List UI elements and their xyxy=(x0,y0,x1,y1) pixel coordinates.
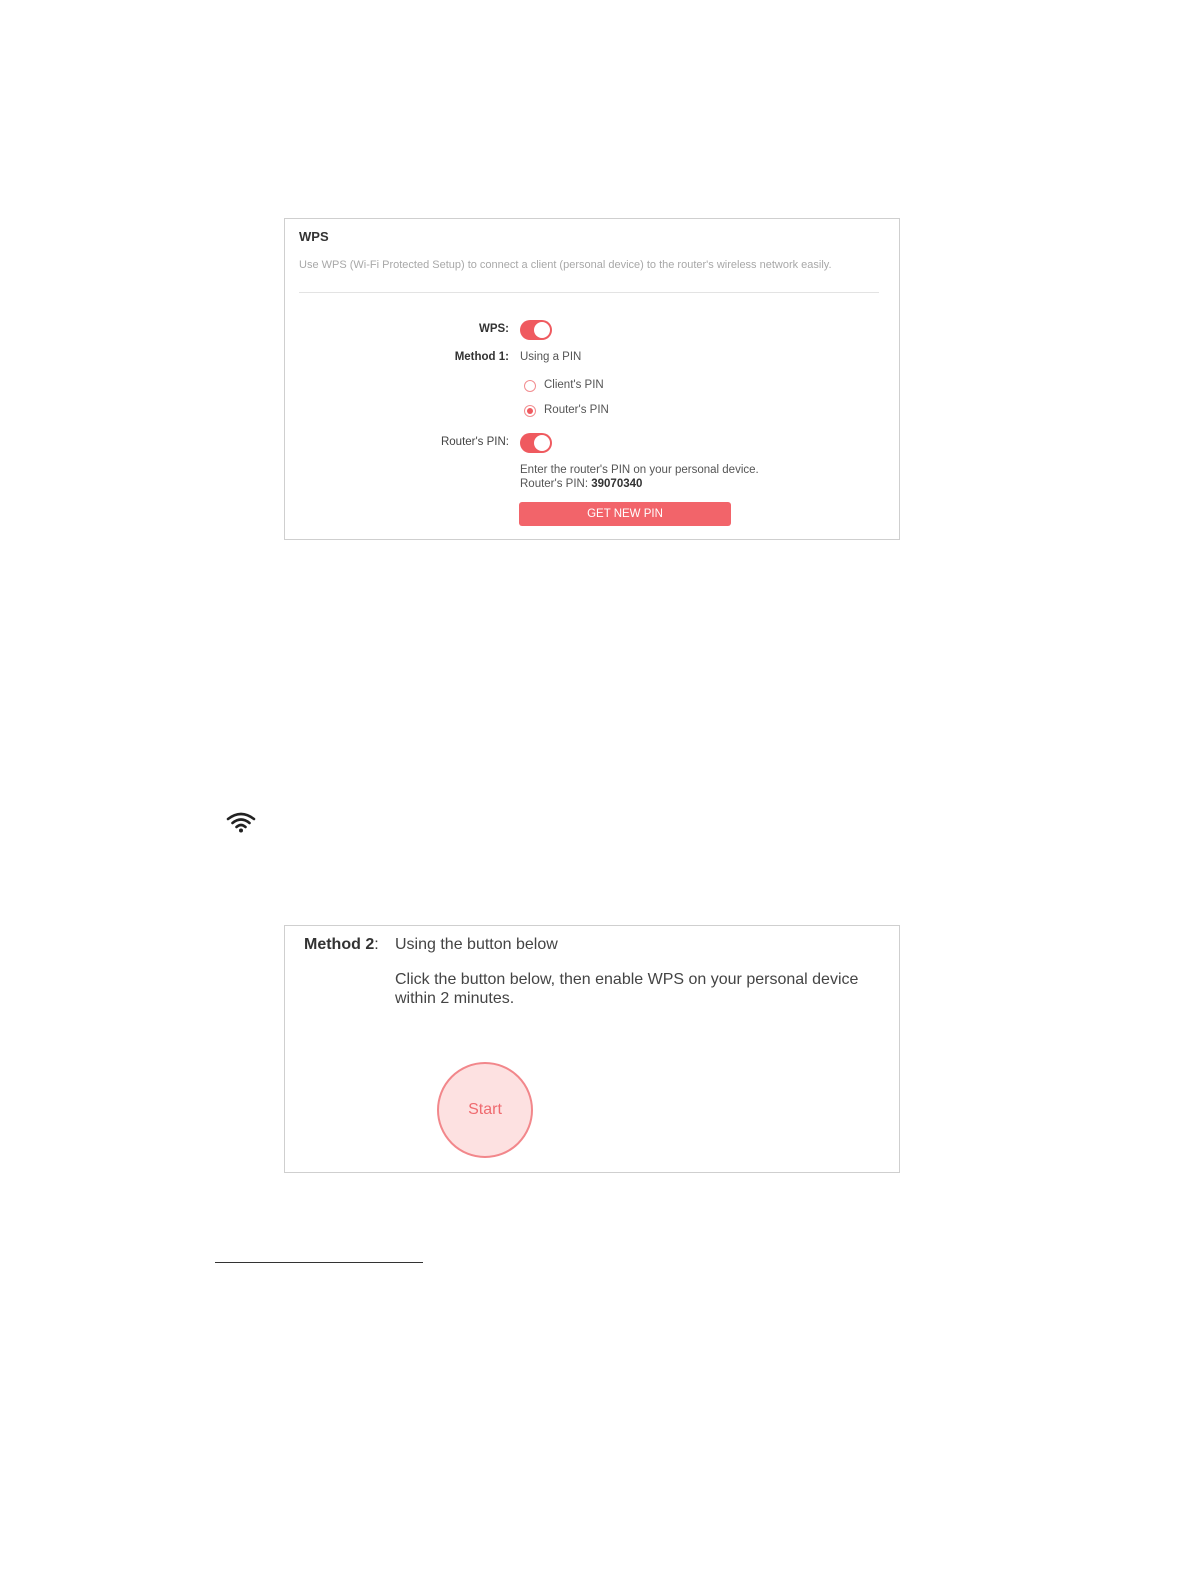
footnote-rule xyxy=(215,1262,423,1263)
method1-label: Method 1: xyxy=(454,351,509,363)
radio-routers-pin-label[interactable]: Router's PIN xyxy=(544,404,609,416)
panel-description: Use WPS (Wi-Fi Protected Setup) to connect a client (personal device) to the router's wireless network easily. xyxy=(299,259,832,271)
toggle-knob xyxy=(534,435,550,451)
start-button[interactable]: Start xyxy=(437,1062,533,1158)
get-new-pin-button[interactable]: GET NEW PIN xyxy=(519,502,731,526)
wps-label: WPS: xyxy=(478,323,509,335)
wps-toggle[interactable] xyxy=(520,320,552,340)
pin-hint: Enter the router's PIN on your personal device. xyxy=(520,464,759,476)
routers-pin-label: Router's PIN: xyxy=(440,436,509,448)
pin-value: 39070340 xyxy=(591,478,643,490)
method2-panel xyxy=(284,925,900,1173)
radio-routers-pin[interactable] xyxy=(524,405,536,417)
divider xyxy=(299,292,879,293)
method2-subtitle: Using the button below xyxy=(395,936,558,953)
routers-pin-toggle[interactable] xyxy=(520,433,552,453)
method2-description: Click the button below, then enable WPS on your personal device within 2 minutes. xyxy=(395,971,859,1007)
radio-clients-pin[interactable] xyxy=(524,380,536,392)
pin-prefix: Router's PIN: xyxy=(520,478,589,490)
wps-panel xyxy=(284,218,900,540)
toggle-knob xyxy=(534,322,550,338)
radio-clients-pin-label[interactable]: Client's PIN xyxy=(544,379,604,391)
panel-title: WPS xyxy=(299,229,329,244)
pin-line xyxy=(520,478,642,490)
wifi-icon xyxy=(226,810,256,834)
method1-value: Using a PIN xyxy=(520,351,582,363)
method2-label: Method 2: xyxy=(304,936,379,953)
